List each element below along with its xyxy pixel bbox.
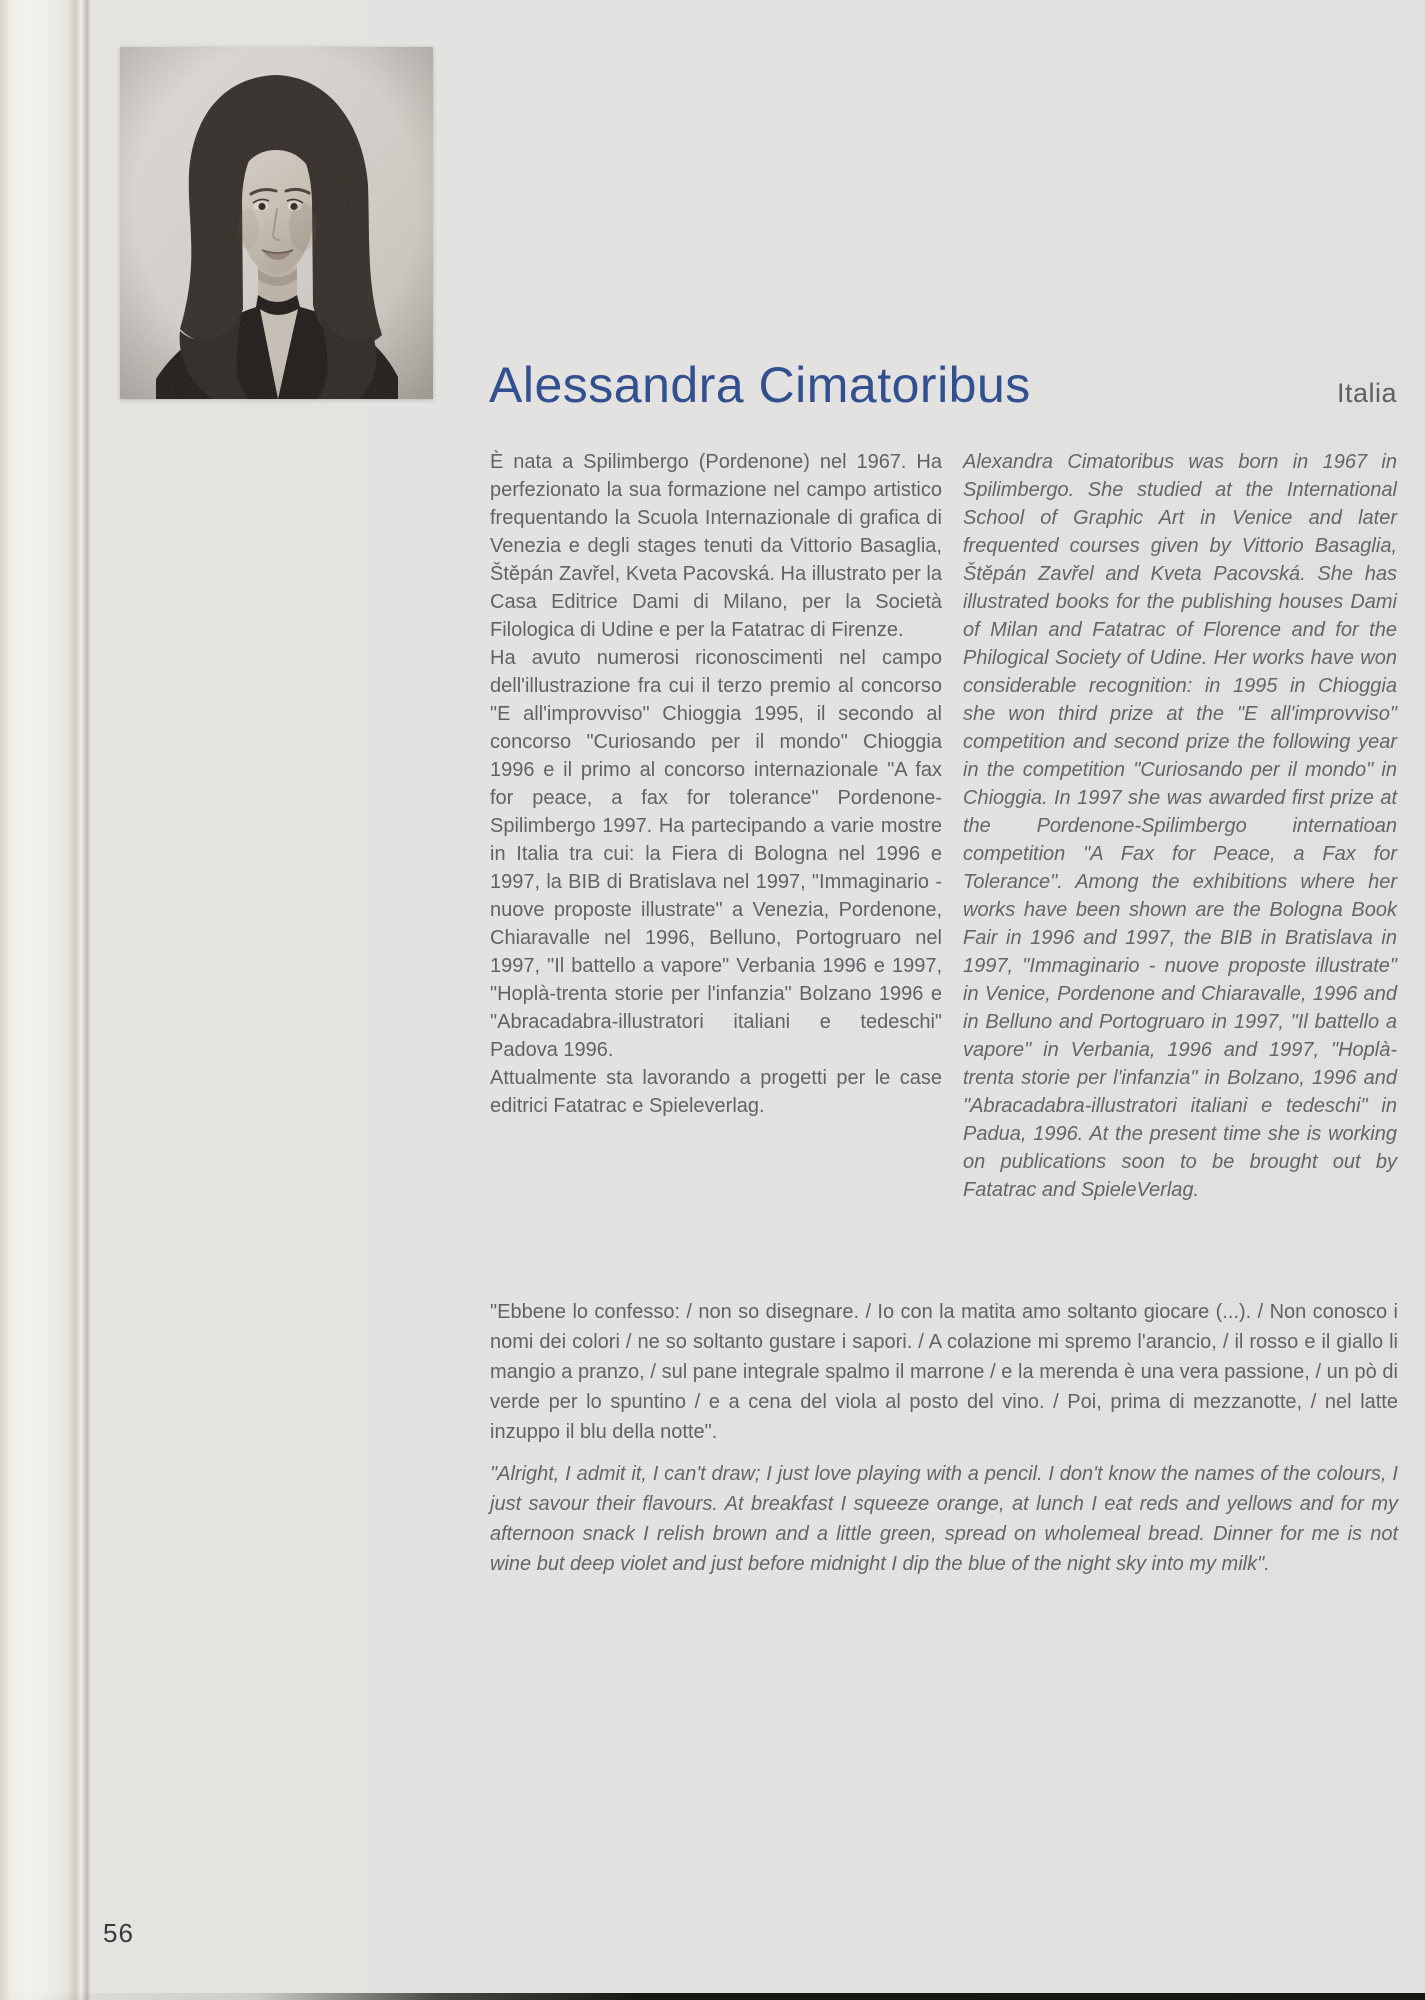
quote-english: "Alright, I admit it, I can't draw; I just love playing with a pencil. I don't know the names of the colours, I just savour their flavours. At breakfast I squeeze orange, at lunch I eat reds and yellows and for my afternoon snack I relish brown and a little green, spread on wholemeal bread. Dinner for me is not wine but deep violet and just before midnight I dip the blue of the night sky into my milk".	[490, 1463, 1398, 1575]
bio-it-paragraph-2: Ha avuto numerosi riconoscimenti nel campo dell'illustrazione fra cui il terzo premio al concorso "E all'improvviso" Chioggia 1995, il secondo al concorso "Curiosando per il mondo" Chioggia 1996 e il primo al concorso internazionale "A fax for peace, a fax for tolerance" Pordenone-Spilimbergo 1997. Ha partecipando a varie mostre in Italia tra cui: la Fiera di Bologna nel 1996 e 1997, la BIB di Bratislava nel 1997, "Immaginario - nuove proposte illustrate" a Venezia, Pordenone, Chiaravalle nel 1996, Belluno, Portogruaro nel 1997, "Il battello a vapore" Verbania 1996 e 1997, "Hoplà-trenta storie per l'infanzia" Bolzano 1996 e "Abracadabra-illustratori italiani e tedeschi" Padova 1996.	[490, 647, 942, 1061]
quote-italian: "Ebbene lo confesso: / non so disegnare. / Io con la matita amo soltanto giocare (...). / Non conosco i nomi dei colori / ne so soltanto gustare i sapori. / A colazione mi spremo l'arancio, / il rosso e il giallo li mangio a pranzo, / sul pane integrale spalmo il marrone / e la merenda è una vera passione, / un pò di verde per lo spuntino / e a cena del viola al posto del vino. / Poi, prima di mezzanotte, / nel latte inzuppo il blu della notte".	[490, 1301, 1398, 1443]
bio-it-paragraph-1: È nata a Spilimbergo (Pordenone) nel 1967. Ha perfezionato la sua formazione nel campo artistico frequentando la Scuola Internazionale di grafica di Venezia e degli stages tenuti da Vittorio Basaglia, Štěpán Zavřel, Kveta Pacovská. Ha illustrato per la Casa Editrice Dami di Milano, per la Società Filologica di Udine e per la Fatatrac di Firenze.	[490, 451, 942, 641]
portrait-photo	[120, 47, 433, 399]
bio-en-paragraph: Alexandra Cimatoribus was born in 1967 in Spilimbergo. She studied at the International School of Graphic Art in Venice and later frequented courses given by Vittorio Basaglia, Štěpán Zavřel and Kveta Pacovská. She has illustrated books for the publishing houses Dami of Milan and Fatatrac of Florence and for the Philogical Society of Udine. Her works have won considerable recognition: in 1995 in Chioggia she won third prize at the "E all'improvviso" competition and second prize the following year in the competition "Curiosando per il mondo" in Chioggia. In 1997 she was awarded first prize at the Pordenone-Spilimbergo internatioan competition "A Fax for Peace, a Fax for Tolerance". Among the exhibitions where her works have been shown are the Bologna Book Fair in 1996 and 1997, the BIB in Bratislava in 1997, "Immaginario - nuove proposte illustrate" in Venice, Pordenone and Chiaravalle, 1996 and in Belluno and Portogruaro in 1997, "Il battello a vapore" in Verbania, 1996 and 1997, "Hoplà-trenta storie per l'infanzia" in Bolzano, 1996 and "Abracadabra-illustratori italiani e tedeschi" in Padua, 1996. At the present time she is working on publications soon to be brought out by Fatatrac and SpieleVerlag.	[963, 451, 1397, 1201]
bio-column-english	[963, 448, 1397, 1204]
scan-bottom-edge	[0, 1993, 1425, 2000]
page-number: 56	[103, 1918, 134, 1948]
artist-name-heading: Alessandra Cimatoribus	[489, 357, 1031, 413]
portrait-illustration	[120, 47, 433, 399]
country-label: Italia	[1336, 378, 1397, 408]
bio-it-paragraph-3: Attualmente sta lavorando a progetti per le case editrici Fatatrac e Spieleverlag.	[490, 1067, 942, 1117]
bio-column-italian	[490, 448, 942, 1120]
book-gutter-edge	[0, 0, 96, 2000]
